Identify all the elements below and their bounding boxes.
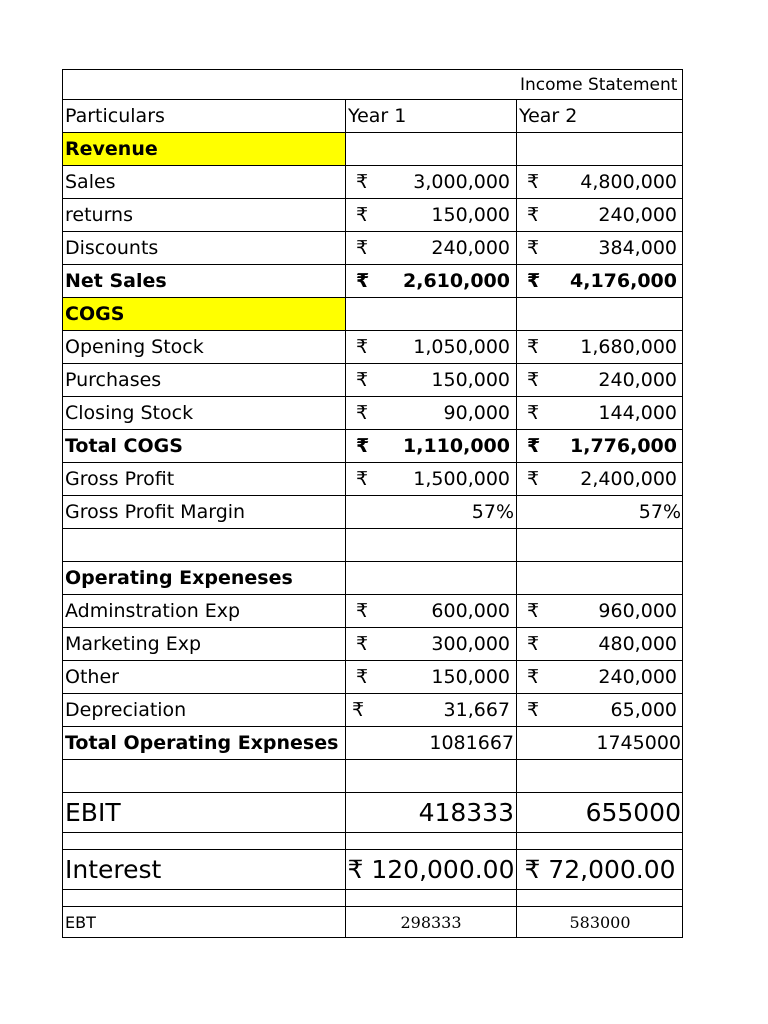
other-y1-cell[interactable] [345,661,516,693]
rupee-icon: ₹ [527,633,540,655]
gross-profit-margin-y1-cell[interactable] [345,496,516,528]
title-row [62,69,683,100]
returns-y2-cell[interactable] [516,199,683,231]
table-row [62,232,683,265]
income-statement-sheet [62,69,683,938]
net-sales-y1: 2,610,000 [403,270,510,292]
rupee-icon: ₹ [356,600,369,622]
admin-exp-label[interactable]: Adminstration Exp [65,600,241,622]
table-row [62,397,683,430]
empty-label-cell[interactable] [63,529,345,561]
net-sales-label[interactable]: Net Sales [65,270,167,292]
ebit-y2-cell[interactable] [516,793,683,832]
empty-row [62,890,683,907]
depreciation-y2-cell[interactable] [516,694,683,726]
gross-profit-margin-label[interactable]: Gross Profit Margin [65,501,246,523]
marketing-exp-y2: 480,000 [598,633,677,655]
empty-label-cell[interactable] [63,760,345,792]
empty-row [62,529,683,562]
table-row [62,907,683,938]
table-row [62,331,683,364]
ebt-label[interactable]: EBT [65,912,96,932]
admin-exp-y1: 600,000 [431,600,510,622]
rupee-icon: ₹ [527,369,540,391]
total-opex-y2-cell[interactable] [516,727,683,759]
closing-stock-label[interactable]: Closing Stock [65,402,194,424]
empty-label-cell[interactable] [63,890,345,906]
gross-profit-y1-cell[interactable] [345,463,516,495]
opening-stock-y2: 1,680,000 [580,336,677,358]
total-opex-y1: 1081667 [429,732,514,754]
rupee-icon: ₹ [527,171,540,193]
sales-y2-cell[interactable] [516,166,683,198]
empty-label-cell[interactable] [63,833,345,849]
rupee-icon: ₹ [527,402,540,424]
operating-expenses-section-row [62,562,683,595]
other-y2-cell[interactable] [516,661,683,693]
empty-y1-cell[interactable] [345,760,516,792]
empty-y2-cell[interactable] [516,529,683,561]
rupee-icon: ₹ [527,699,540,721]
discounts-label[interactable]: Discounts [65,237,159,259]
cogs-heading[interactable]: COGS [63,298,345,330]
interest-y1-cell[interactable] [345,850,516,889]
rupee-icon: ₹ [356,435,370,457]
empty-y1-cell[interactable] [345,833,516,849]
sales-y1-cell[interactable] [345,166,516,198]
table-row [62,661,683,694]
rupee-icon: ₹ [356,336,369,358]
rupee-icon: ₹ [527,468,540,490]
marketing-exp-label[interactable]: Marketing Exp [65,633,202,655]
other-y2: 240,000 [598,666,677,688]
admin-exp-y2-cell[interactable] [516,595,683,627]
discounts-y1-cell[interactable] [345,232,516,264]
table-row [62,628,683,661]
interest-y2: ₹ 72,000.00 [524,855,676,884]
rupee-icon: ₹ [527,666,540,688]
total-opex-y2: 1745000 [596,732,681,754]
table-row [62,364,683,397]
gross-profit-label[interactable]: Gross Profit [65,468,175,490]
purchases-label[interactable]: Purchases [65,369,162,391]
empty-y2-cell[interactable] [516,833,683,849]
empty-row [62,760,683,793]
rupee-icon: ₹ [352,699,365,721]
closing-stock-y2: 144,000 [598,402,677,424]
gross-profit-y1: 1,500,000 [413,468,510,490]
sales-y1: 3,000,000 [413,171,510,193]
admin-exp-y2: 960,000 [598,600,677,622]
closing-stock-y1: 90,000 [443,402,510,424]
net-sales-y2-cell[interactable] [516,265,683,297]
ebt-y2-cell[interactable] [516,907,683,937]
table-row [62,463,683,496]
table-row [62,199,683,232]
rupee-icon: ₹ [527,237,540,259]
discounts-y2: 384,000 [598,237,677,259]
ebit-label[interactable]: EBIT [65,798,121,827]
depreciation-y1-cell[interactable] [345,694,516,726]
table-row [62,430,683,463]
purchases-y1: 150,000 [431,369,510,391]
empty-y2-cell[interactable] [516,890,683,906]
closing-stock-y2-cell[interactable] [516,397,683,429]
sheet-title[interactable]: Income Statement [520,74,678,95]
ebt-y1: 298333 [400,912,462,932]
header-year-2[interactable]: Year 2 [516,100,683,132]
header-row [62,100,683,133]
ebit-y1-cell[interactable] [345,793,516,832]
table-row [62,595,683,628]
returns-label[interactable]: returns [65,204,133,226]
net-sales-y2: 4,176,000 [570,270,677,292]
ebt-y1-cell[interactable] [345,907,516,937]
empty-y2-cell[interactable] [516,760,683,792]
cogs-y1-cell[interactable] [345,298,516,330]
returns-y1: 150,000 [431,204,510,226]
table-row [62,850,683,890]
opex-heading-y2-cell[interactable] [516,562,683,594]
sales-y2: 4,800,000 [580,171,677,193]
admin-exp-y1-cell[interactable] [345,595,516,627]
opening-stock-y1: 1,050,000 [413,336,510,358]
marketing-exp-y1-cell[interactable] [345,628,516,660]
operating-expenses-heading[interactable]: Operating Expeneses [65,567,293,589]
rupee-icon: ₹ [527,600,540,622]
table-row [62,166,683,199]
empty-row [62,833,683,850]
ebit-y1: 418333 [418,798,514,827]
rupee-icon: ₹ [356,633,369,655]
table-row [62,496,683,529]
total-cogs-y2: 1,776,000 [570,435,677,457]
cogs-section-row [62,298,683,331]
closing-stock-y1-cell[interactable] [345,397,516,429]
revenue-section-row [62,133,683,166]
depreciation-label[interactable]: Depreciation [65,699,187,721]
ebit-y2: 655000 [585,798,681,827]
rupee-icon: ₹ [356,468,369,490]
other-y1: 150,000 [431,666,510,688]
revenue-y1-cell[interactable] [345,133,516,165]
gross-profit-margin-y1: 57% [471,501,514,523]
opening-stock-label[interactable]: Opening Stock [65,336,204,358]
revenue-heading[interactable]: Revenue [63,133,345,165]
returns-y1-cell[interactable] [345,199,516,231]
gross-profit-y2: 2,400,000 [580,468,677,490]
total-cogs-y2-cell[interactable] [516,430,683,462]
interest-y2-cell[interactable] [516,850,683,889]
depreciation-y2: 65,000 [610,699,677,721]
rupee-icon: ₹ [356,402,369,424]
net-sales-y1-cell[interactable] [345,265,516,297]
purchases-y2: 240,000 [598,369,677,391]
discounts-y1: 240,000 [431,237,510,259]
total-cogs-y1: 1,110,000 [403,435,510,457]
returns-y2: 240,000 [598,204,677,226]
marketing-exp-y1: 300,000 [431,633,510,655]
total-cogs-label[interactable]: Total COGS [65,435,183,457]
interest-label[interactable]: Interest [65,855,162,884]
rupee-icon: ₹ [356,204,369,226]
header-particulars[interactable]: Particulars [65,105,165,127]
total-opex-y1-cell[interactable] [345,727,516,759]
opening-stock-y2-cell[interactable] [516,331,683,363]
marketing-exp-y2-cell[interactable] [516,628,683,660]
table-row [62,727,683,760]
rupee-icon: ₹ [356,270,370,292]
purchases-y2-cell[interactable] [516,364,683,396]
table-row [62,793,683,833]
purchases-y1-cell[interactable] [345,364,516,396]
ebt-y2: 583000 [569,912,631,932]
empty-y1-cell[interactable] [345,890,516,906]
empty-y1-cell[interactable] [345,529,516,561]
total-opex-label[interactable]: Total Operating Expneses [65,732,339,754]
rupee-icon: ₹ [356,171,369,193]
discounts-y2-cell[interactable] [516,232,683,264]
opening-stock-y1-cell[interactable] [345,331,516,363]
rupee-icon: ₹ [527,435,541,457]
table-row [62,265,683,298]
sales-label[interactable]: Sales [65,171,116,193]
total-cogs-y1-cell[interactable] [345,430,516,462]
header-year-1[interactable]: Year 1 [345,100,516,132]
gross-profit-y2-cell[interactable] [516,463,683,495]
rupee-icon: ₹ [527,204,540,226]
gross-profit-margin-y2-cell[interactable] [516,496,683,528]
opex-heading-y1-cell[interactable] [345,562,516,594]
other-label[interactable]: Other [65,666,119,688]
rupee-icon: ₹ [356,369,369,391]
interest-y1: ₹ 120,000.00 [347,855,515,884]
gross-profit-margin-y2: 57% [638,501,681,523]
rupee-icon: ₹ [527,336,540,358]
table-row [62,694,683,727]
rupee-icon: ₹ [356,237,369,259]
cogs-y2-cell[interactable] [516,298,683,330]
rupee-icon: ₹ [527,270,541,292]
depreciation-y1: 31,667 [443,699,510,721]
revenue-y2-cell[interactable] [516,133,683,165]
rupee-icon: ₹ [356,666,369,688]
